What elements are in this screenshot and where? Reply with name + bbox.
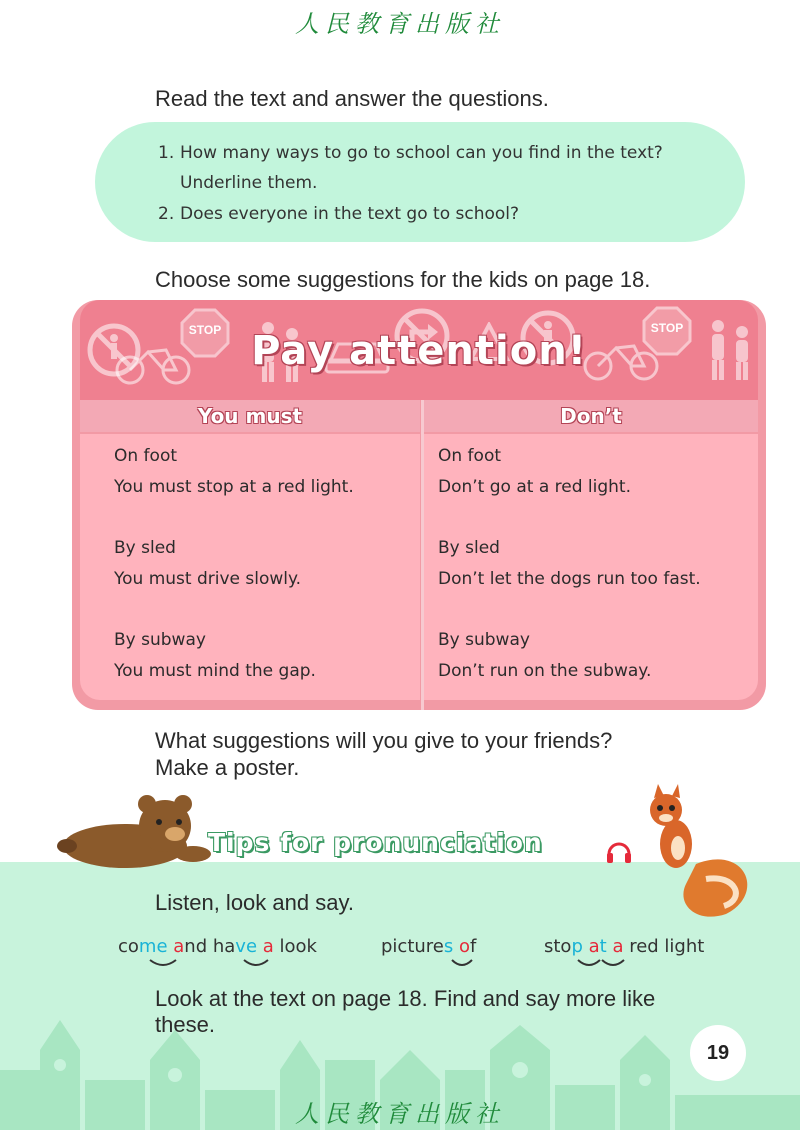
- phrase-pictures-of: [381, 936, 476, 957]
- pay-attention-panel: [72, 300, 766, 710]
- tips-title: Tips for pronunciation: [208, 828, 543, 857]
- linked-sound: o: [459, 936, 471, 957]
- page-number: 19: [690, 1025, 746, 1081]
- poster-line1: What suggestions will you give to your friends?: [155, 728, 613, 753]
- linked-sound: ve: [235, 936, 258, 957]
- headphones-icon: [604, 836, 634, 866]
- phrase-part: sto: [544, 936, 572, 957]
- dont-header: Don’t: [424, 400, 758, 432]
- squirrel-illustration: [636, 784, 766, 924]
- linked-sound: a: [262, 936, 274, 957]
- linked-sound: p: [571, 936, 583, 957]
- choose-heading: Choose some suggestions for the kids on page 18.: [155, 267, 651, 292]
- poster-line2: Make a poster.: [155, 755, 300, 780]
- liaison-arc: [148, 958, 178, 968]
- phrase-part: look: [273, 936, 317, 957]
- dont-mode-foot: On foot: [438, 446, 502, 466]
- must-mode-subway: By subway: [114, 630, 206, 650]
- publisher-logo-top: 人民教育出版社: [295, 10, 505, 38]
- must-text-sled: You must drive slowly.: [114, 569, 302, 589]
- must-mode-foot: On foot: [114, 446, 178, 466]
- question-1-line2: Underline them.: [180, 173, 318, 193]
- question-1-number: 1.: [158, 143, 175, 163]
- linked-sound: s: [443, 936, 454, 957]
- dont-mode-subway: By subway: [438, 630, 530, 650]
- stop-sign-label: STOP: [188, 323, 222, 337]
- dont-text-subway: Don’t run on the subway.: [438, 661, 652, 681]
- question-1-line1: How many ways to go to school can you find in the text?: [180, 143, 663, 163]
- question-2-line1: Does everyone in the text go to school?: [180, 204, 520, 224]
- phrase-part: red light: [623, 936, 705, 957]
- linked-sound: a: [612, 936, 624, 957]
- phrase-part: f: [470, 936, 477, 957]
- must-text-foot: You must stop at a red light.: [114, 477, 354, 497]
- look-line1: Look at the text on page 18. Find and say more like: [155, 986, 656, 1011]
- linked-sound: me: [138, 936, 168, 957]
- stop-sign-label-2: STOP: [650, 321, 684, 335]
- linked-sound: a: [588, 936, 600, 957]
- liaison-arc: [242, 958, 270, 968]
- phrase-stop-at-a-red-light: [544, 936, 704, 957]
- linked-sound: a: [173, 936, 185, 957]
- you-must-header: You must: [80, 400, 420, 432]
- must-text-subway: You must mind the gap.: [114, 661, 316, 681]
- linked-sound: t: [599, 936, 607, 957]
- liaison-arc: [450, 958, 474, 968]
- phrase-part: nd ha: [184, 936, 236, 957]
- must-mode-sled: By sled: [114, 538, 176, 558]
- dont-text-sled: Don’t let the dogs run too fast.: [438, 569, 701, 589]
- phrase-part: co: [118, 936, 139, 957]
- bear-illustration: [55, 786, 215, 876]
- publisher-logo-bottom: 人民教育出版社: [295, 1100, 505, 1128]
- phrase-part: picture: [381, 936, 444, 957]
- dont-mode-sled: By sled: [438, 538, 500, 558]
- liaison-arc: [576, 958, 602, 968]
- question-2-number: 2.: [158, 204, 175, 224]
- liaison-arc: [600, 958, 626, 968]
- phrase-come-and-have-a-look: [118, 936, 317, 957]
- pay-attention-title: Pay attention!: [251, 328, 587, 374]
- look-line2: these.: [155, 1012, 215, 1037]
- read-heading: Read the text and answer the questions.: [155, 86, 549, 111]
- dont-text-foot: Don’t go at a red light.: [438, 477, 631, 497]
- column-divider: [421, 400, 424, 710]
- listen-heading: Listen, look and say.: [155, 890, 354, 915]
